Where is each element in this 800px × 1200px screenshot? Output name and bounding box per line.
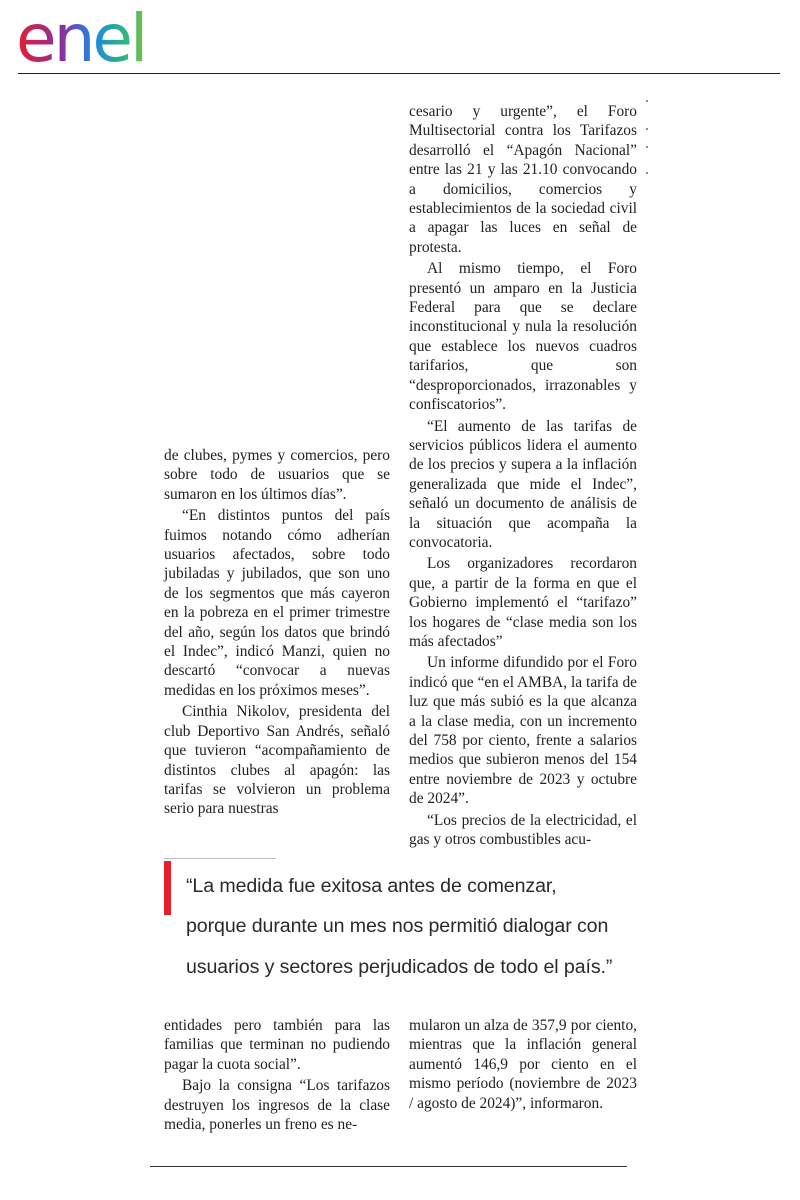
article-column-right-top	[409, 102, 637, 849]
article-paragraph: Al mismo tiempo, el Foro presentó un amparo en la Justicia Federal para que se declare inconstitucional y nula la resolución que establece los nuevos cuadros tarifarios, que son “desproporcionados, irrazonables y confiscatorios”.	[409, 260, 637, 414]
article-column-left-bottom	[164, 1016, 390, 1134]
footer-rule	[150, 1166, 627, 1167]
article-paragraph: Un informe difundido por el Foro indicó que “en el AMBA, la tarifa de luz que más subió es la que alcanza a la clase media, con un incremento del 758 por ciento, frente a salarios medios que subieron menos del 154 entre noviembre de 2023 y octubre de 2024”.	[409, 654, 637, 808]
pull-quote-line: usuarios y sectores perjudicados de todo el país.”	[186, 955, 613, 978]
pull-quote	[186, 866, 656, 987]
pull-quote-line: porque durante un mes nos permitió dialogar con	[186, 915, 609, 938]
header-rule	[18, 73, 780, 74]
article-column-left-top	[164, 446, 390, 819]
article-paragraph: Bajo la consigna “Los tarifazos destruyen los ingresos de la clase media, ponerles un freno es ne-	[164, 1077, 390, 1134]
pull-quote-accent-bar	[164, 861, 171, 915]
article-paragraph: “En distintos puntos del país fuimos notando cómo adherían usuarios afectados, sobre todo jubiladas y jubilados, que son uno de los segmentos que más cayeron en la pobreza en el primer trimestre del año, según los datos que brindó el Indec”, indicó Manzi, quien no descartó “convocar a nuevas medidas en los próximos meses”.	[164, 507, 390, 699]
article-paragraph: mularon un alza de 357,9 por ciento, mientras que la inflación general aumentó 146,9 por ciento en el mismo período (noviembre de 2023 / agosto de 2024)”, informaron.	[409, 1017, 637, 1112]
article-paragraph: Los organizadores recordaron que, a partir de la forma en que el Gobierno implementó el “tarifazo” los hogares de “clase media son los más afectados”	[409, 555, 637, 650]
pull-quote-rule	[164, 858, 276, 859]
article-paragraph: cesario y urgente”, el Foro Multisectorial contra los Tarifazos desarrolló el “Apagón Nacional” entre las 21 y las 21.10 convocando a domicilios, comercios y establecimientos de la sociedad civil a apagar las luces en señal de protesta.	[409, 103, 637, 256]
article-paragraph: “Los precios de la electricidad, el gas y otros combustibles acu-	[409, 811, 637, 849]
article-paragraph: “El aumento de las tarifas de servicios públicos lidera el aumento de los precios y supera a la inflación generalizada que mide el Indec”, señaló un documento de análisis de la situación que acompaña la convocatoria.	[409, 417, 637, 551]
article-paragraph: Cinthia Nikolov, presidenta del club Deportivo San Andrés, señaló que tuvieron “acompañamiento de distintos clubes al apagón: las tarifas se volvieron un problema serio para nuestras	[164, 703, 390, 818]
enel-logo	[16, 6, 184, 70]
article-column-right-bottom	[409, 1016, 637, 1113]
article-paragraph: entidades pero también para las familias que terminan no pudiendo pagar la cuota social”.	[164, 1017, 390, 1073]
pull-quote-line: “La medida fue exitosa antes de comenzar,	[186, 875, 557, 897]
logo-text: enel	[16, 6, 146, 70]
article-paragraph: de clubes, pymes y comercios, pero sobre todo de usuarios que se sumaron en los últimos días”.	[164, 447, 390, 503]
margin-marks	[646, 98, 652, 188]
